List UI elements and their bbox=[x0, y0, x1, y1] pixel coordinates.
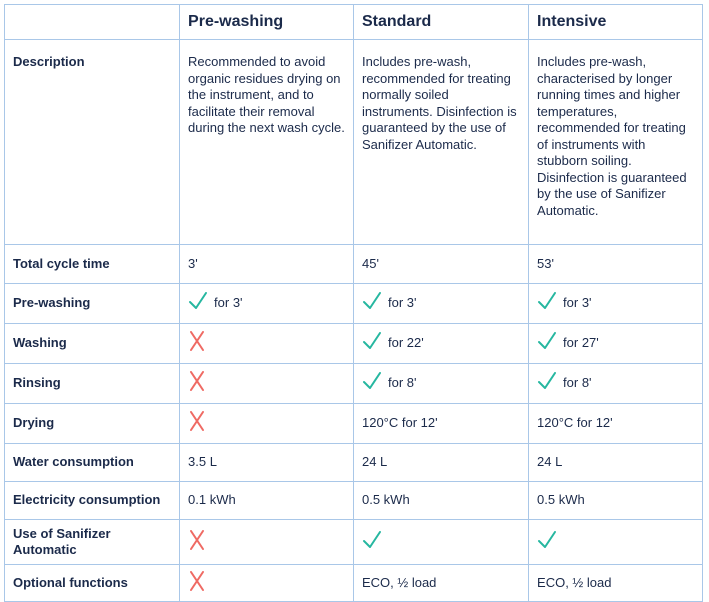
sanifizer-prewash bbox=[180, 520, 354, 565]
check-icon bbox=[537, 530, 557, 555]
drying-intensive: 120°C for 12' bbox=[529, 404, 703, 444]
total-cycle-label: Total cycle time bbox=[5, 245, 180, 284]
water-label: Water consumption bbox=[5, 444, 180, 482]
description-intensive: Includes pre-wash, characterised by longer running times and higher temperatures, recommended for treating of instruments with stubborn soiling. Disinfection is guaranteed by the use of Sanifizer Automatic. bbox=[529, 40, 703, 245]
optional-label: Optional functions bbox=[5, 565, 180, 602]
sanifizer-standard bbox=[353, 520, 528, 565]
prewashing-standard-text: for 3' bbox=[387, 295, 417, 311]
prewashing-row bbox=[5, 284, 703, 324]
description-label: Description bbox=[5, 40, 180, 245]
prewashing-prewash bbox=[180, 284, 354, 324]
prewashing-intensive-text: for 3' bbox=[563, 295, 592, 311]
cross-icon bbox=[188, 529, 206, 556]
drying-row bbox=[5, 404, 703, 444]
prewashing-intensive bbox=[529, 284, 703, 324]
drying-prewash bbox=[180, 404, 354, 444]
cross-icon bbox=[188, 330, 206, 357]
washing-standard-text: for 22' bbox=[387, 335, 424, 351]
check-icon bbox=[362, 291, 382, 316]
cross-icon bbox=[188, 570, 206, 597]
electricity-intensive: 0.5 kWh bbox=[529, 482, 703, 520]
washing-label: Washing bbox=[5, 324, 180, 364]
check-icon bbox=[537, 331, 557, 356]
prewashing-label: Pre-washing bbox=[5, 284, 180, 324]
sanifizer-label: Use of Sanifizer Automatic bbox=[5, 520, 180, 565]
washing-standard bbox=[353, 324, 528, 364]
check-icon bbox=[362, 331, 382, 356]
check-icon bbox=[362, 530, 382, 555]
rinsing-intensive bbox=[529, 364, 703, 404]
check-icon bbox=[537, 291, 557, 316]
cross-icon bbox=[188, 410, 206, 437]
optional-standard: ECO, ½ load bbox=[353, 565, 528, 602]
description-prewash: Recommended to avoid organic residues drying on the instrument, and to facilitate their removal during the next wash cycle. bbox=[180, 40, 354, 245]
total-cycle-intensive: 53' bbox=[529, 245, 703, 284]
rinsing-label: Rinsing bbox=[5, 364, 180, 404]
prewashing-prewash-text: for 3' bbox=[214, 295, 243, 311]
check-icon bbox=[362, 371, 382, 396]
total-cycle-row bbox=[5, 245, 703, 284]
electricity-label: Electricity consumption bbox=[5, 482, 180, 520]
water-intensive: 24 L bbox=[529, 444, 703, 482]
rinsing-prewash bbox=[180, 364, 354, 404]
prewashing-standard bbox=[353, 284, 528, 324]
rinsing-standard-text: for 8' bbox=[387, 375, 417, 391]
rinsing-intensive-text: for 8' bbox=[563, 375, 592, 391]
cross-icon bbox=[188, 370, 206, 397]
washing-intensive bbox=[529, 324, 703, 364]
optional-row bbox=[5, 565, 703, 602]
sanifizer-intensive bbox=[529, 520, 703, 565]
header-standard: Standard bbox=[353, 5, 528, 40]
rinsing-standard bbox=[353, 364, 528, 404]
check-icon bbox=[537, 371, 557, 396]
check-icon bbox=[188, 291, 208, 316]
water-prewash: 3.5 L bbox=[180, 444, 354, 482]
optional-prewash bbox=[180, 565, 354, 602]
optional-intensive: ECO, ½ load bbox=[529, 565, 703, 602]
electricity-prewash: 0.1 kWh bbox=[180, 482, 354, 520]
total-cycle-prewash: 3' bbox=[180, 245, 354, 284]
header-row bbox=[5, 5, 703, 40]
header-empty bbox=[5, 5, 180, 40]
header-prewashing: Pre-washing bbox=[180, 5, 354, 40]
drying-standard: 120°C for 12' bbox=[353, 404, 528, 444]
description-standard: Includes pre-wash, recommended for treating normally soiled instruments. Disinfection is guaranteed by the use of Sanifizer Automatic. bbox=[353, 40, 528, 245]
total-cycle-standard: 45' bbox=[353, 245, 528, 284]
water-standard: 24 L bbox=[353, 444, 528, 482]
description-row bbox=[5, 40, 703, 245]
program-comparison-table bbox=[4, 4, 703, 602]
electricity-row bbox=[5, 482, 703, 520]
rinsing-row bbox=[5, 364, 703, 404]
electricity-standard: 0.5 kWh bbox=[353, 482, 528, 520]
header-intensive: Intensive bbox=[529, 5, 703, 40]
washing-intensive-text: for 27' bbox=[563, 335, 599, 351]
drying-label: Drying bbox=[5, 404, 180, 444]
washing-prewash bbox=[180, 324, 354, 364]
water-row bbox=[5, 444, 703, 482]
sanifizer-row bbox=[5, 520, 703, 565]
washing-row bbox=[5, 324, 703, 364]
